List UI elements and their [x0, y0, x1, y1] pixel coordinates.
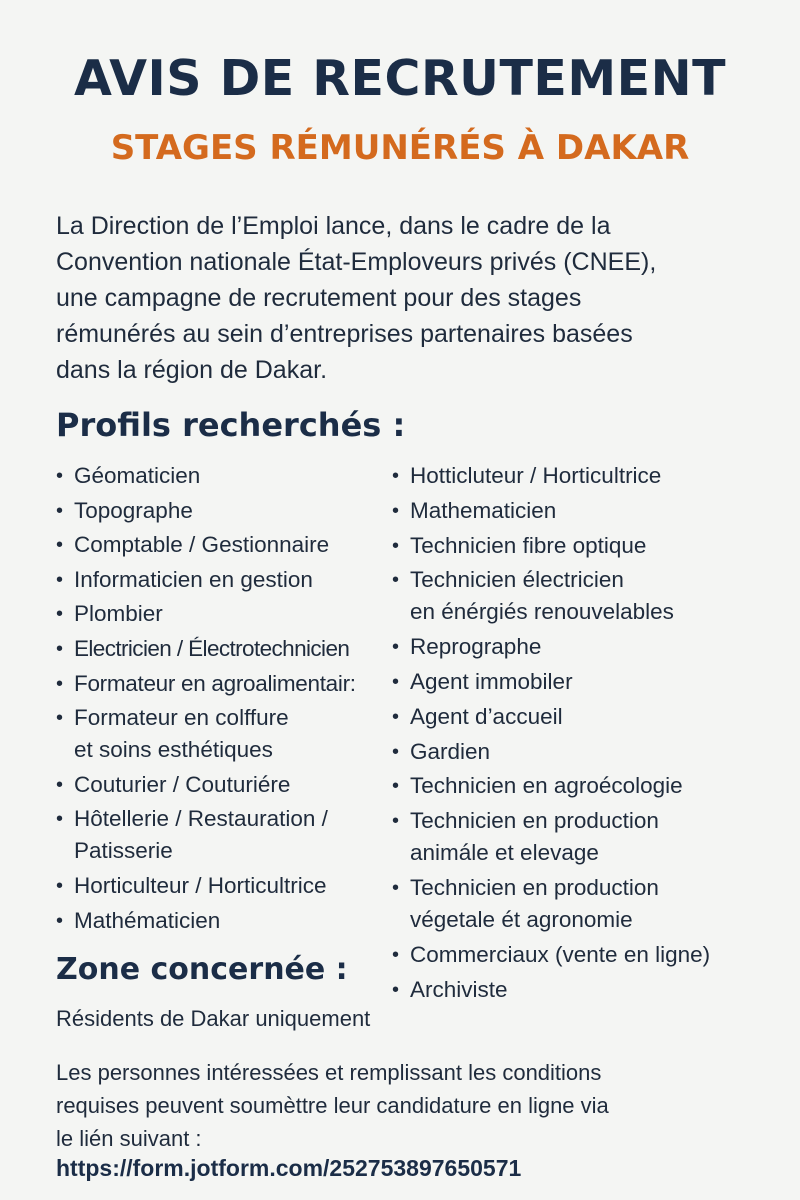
profile-text: • Archiviste — [410, 976, 508, 1002]
profile-text: • Hôtellerie / Restauration / — [74, 806, 328, 832]
profile-item — [392, 460, 710, 492]
profile-item — [56, 702, 356, 766]
profiles-heading: Profils recherchés : — [56, 406, 406, 444]
profiles-list-left — [56, 460, 356, 939]
profile-text: • Mathématicien — [74, 907, 221, 933]
profile-item — [56, 905, 356, 937]
application-instructions — [56, 1056, 776, 1155]
profile-text: • Comptable / Gestionnaire — [74, 532, 330, 558]
profile-text: • Informaticien en gestion — [74, 566, 313, 592]
profile-text: • Formateur en agroalimentair: — [74, 670, 356, 696]
profile-item — [392, 495, 710, 527]
profile-text: • Horticulteur / Horticultrice — [74, 872, 327, 898]
profile-text: animále et elevage — [410, 840, 599, 866]
intro-line: une campagne de recrutement pour des stages — [56, 284, 582, 312]
intro-line: rémunérés au sein d’entreprises partenaires basées — [56, 320, 633, 348]
profile-text: • Electricien / Électrotechnicien — [74, 635, 350, 661]
profile-text: en énérgiés renouvelables — [410, 599, 674, 625]
profile-text: • Agent immobiler — [410, 668, 573, 694]
profile-text: • Plombier — [74, 601, 163, 627]
profile-item — [56, 870, 356, 902]
intro-line: dans la région de Dakar. — [56, 356, 328, 384]
profile-item — [56, 495, 356, 527]
profile-text: • Topographe — [74, 497, 193, 523]
intro-paragraph — [56, 208, 776, 388]
profile-item — [392, 666, 710, 698]
profile-text: végetale ét agronomie — [410, 906, 633, 932]
profile-text: • Formateur en colffure — [74, 705, 289, 731]
profile-text: • Mathematicien — [410, 497, 557, 523]
profile-item — [392, 631, 710, 663]
profiles-list-right — [392, 460, 710, 1008]
profile-text: • Couturier / Couturiére — [74, 771, 291, 797]
profile-item — [56, 803, 356, 867]
instructions-line: requises peuvent soumèttre leur candidature en ligne via — [56, 1093, 609, 1118]
profile-text: • Technicien en production — [410, 808, 659, 834]
profile-text: • Technicien électricien — [410, 567, 624, 593]
instructions-line: le lién suivant : — [56, 1126, 202, 1151]
profile-text: • Technicien en production — [410, 874, 659, 900]
page-title: AVIS DE RECRUTEMENT — [73, 50, 727, 107]
profile-text: et soins esthétiques — [74, 737, 273, 763]
profile-item — [392, 564, 710, 628]
profile-text: • Technicien fibre optique — [410, 532, 647, 558]
profile-item — [392, 939, 710, 971]
profile-item — [56, 529, 356, 561]
profile-item — [56, 668, 356, 700]
profile-text: • Commerciaux (vente en ligne) — [410, 941, 711, 967]
profile-item — [56, 460, 356, 492]
profile-item — [56, 769, 356, 801]
zone-heading: Zone concernée : — [56, 952, 348, 987]
profile-item — [392, 974, 710, 1006]
profile-text: • Technicien en agroécologie — [410, 773, 683, 799]
instructions-line: Les personnes intéressées et remplissant les conditions — [56, 1060, 602, 1085]
profile-text: Patisserie — [74, 838, 173, 864]
profile-text: • Gardien — [410, 738, 491, 764]
profile-text: • Géomaticien — [74, 463, 201, 488]
profile-item — [56, 598, 356, 630]
profile-text: • Agent d’accueil — [410, 703, 563, 729]
profile-item — [392, 530, 710, 562]
profile-text: • Reprographe — [410, 634, 542, 660]
profile-item — [392, 770, 710, 802]
application-link[interactable]: https://form.jotform.com/252753897650571 — [56, 1155, 522, 1181]
intro-line: Convention nationale État-Emploveurs privés (CNEE), — [56, 248, 657, 276]
profile-item — [392, 736, 710, 768]
profile-item — [392, 701, 710, 733]
profile-item — [56, 564, 356, 596]
profile-item — [392, 805, 710, 869]
intro-line: La Direction de l’Emploi lance, dans le cadre de la — [56, 212, 611, 240]
profile-item — [392, 872, 710, 936]
profile-item — [56, 633, 356, 665]
page-subtitle: STAGES RÉMUNÉRÉS À DAKAR — [110, 128, 690, 168]
profile-text: • Hotticluteur / Horticultrice — [410, 463, 662, 488]
zone-text: Résidents de Dakar uniquement — [56, 1006, 371, 1031]
